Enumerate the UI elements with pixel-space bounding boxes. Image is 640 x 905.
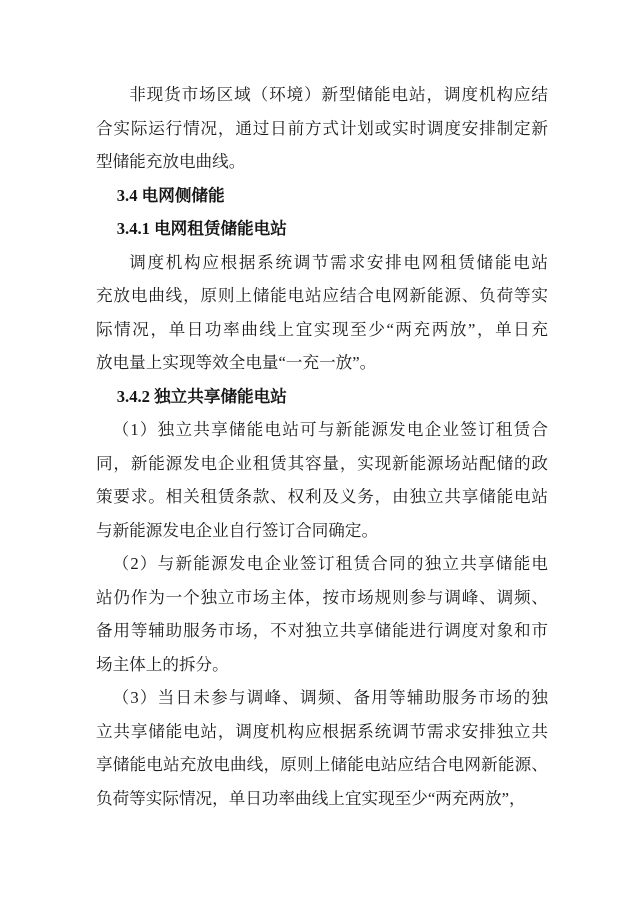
paragraph-item-3 — [96, 681, 548, 815]
section-heading-3-4 — [96, 179, 548, 213]
text-line: 同，新能源发电企业租赁其容量，实现新能源场站配储的政 — [96, 453, 548, 473]
text-line: 3.4 电网侧储能 — [116, 185, 225, 205]
text-line: 际情况，单日功率曲线上宜实现至少“两充两放”，单日充 — [96, 319, 548, 339]
text-line: 备用等辅助服务市场，不对独立共享储能进行调度对象和市 — [96, 621, 548, 640]
paragraph-grid-lease — [96, 246, 548, 380]
text-line: 立共享储能电站，调度机构应根据系统调节需求安排独立共 — [96, 721, 548, 741]
text-line: 调度机构应根据系统调节需求安排电网租赁储能电站 — [129, 252, 548, 272]
text-line: （1）独立共享储能电站可与新能源发电企业签订租赁合 — [112, 420, 548, 439]
paragraph-item-1 — [96, 413, 548, 547]
paragraph-item-2 — [96, 547, 548, 681]
section-heading-3-4-1 — [96, 212, 548, 246]
text-line: 场主体上的拆分。 — [96, 654, 229, 674]
text-line: 型储能充放电曲线。 — [96, 152, 246, 171]
text-line: 负荷等实际情况，单日功率曲线上宜实现至少“两充两放”， — [96, 788, 526, 808]
text-line: （2）与新能源发电企业签订租赁合同的独立共享储能电 — [112, 554, 548, 573]
text-line: 合实际运行情况，通过日前方式计划或实时调度安排制定新 — [96, 118, 548, 138]
text-line: 站仍作为一个独立市场主体，按市场规则参与调峰、调频、 — [96, 587, 548, 607]
text-line: （3）当日未参与调峰、调频、备用等辅助服务市场的独 — [112, 688, 548, 707]
text-line: 与新能源发电企业自行签订合同确定。 — [96, 520, 379, 540]
text-line: 放电量上实现等效全电量“一充一放”。 — [96, 353, 377, 372]
text-line: 3.4.1 电网租赁储能电站 — [116, 219, 287, 238]
text-line: 非现货市场区域（环境）新型储能电站，调度机构应结 — [129, 85, 548, 104]
text-line: 享储能电站充放电曲线，原则上储能电站应结合电网新能源、 — [96, 755, 548, 774]
section-heading-3-4-2 — [96, 380, 548, 414]
text-line: 充放电曲线，原则上储能电站应结合电网新能源、负荷等实 — [96, 286, 548, 305]
text-line: 3.4.2 独立共享储能电站 — [116, 386, 287, 406]
text-line: 策要求。相关租赁条款、权利及义务，由独立共享储能电站 — [96, 487, 548, 506]
paragraph-non-spot-market — [96, 78, 548, 179]
